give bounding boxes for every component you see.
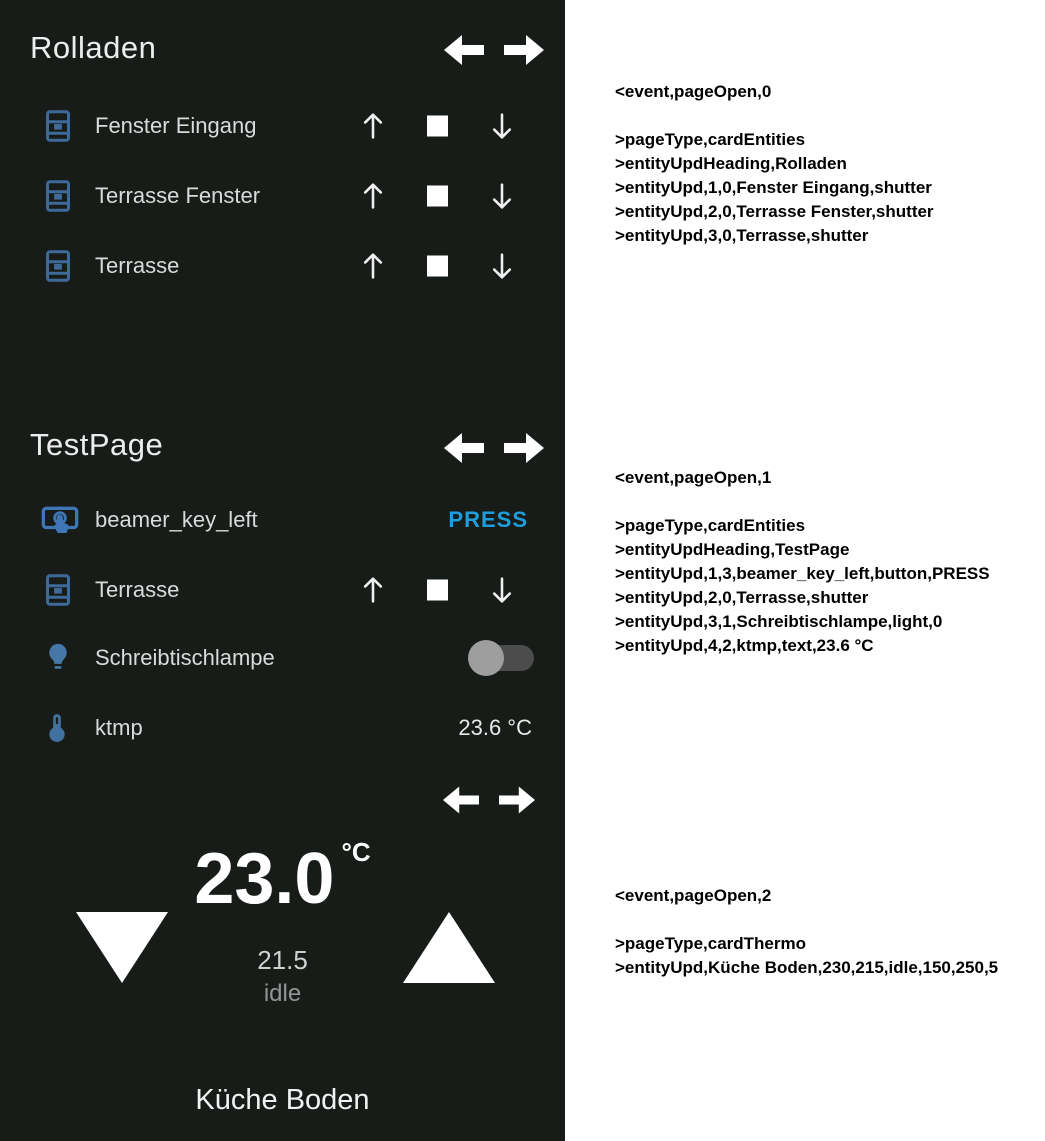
shutter-up-button[interactable] <box>356 249 390 283</box>
current-temperature-value: 23.0 <box>194 839 335 919</box>
page-title-testpage: TestPage <box>30 427 164 462</box>
protocol-line: >entityUpd,1,0,Fenster Eingang,shutter <box>615 178 932 197</box>
protocol-line: >entityUpd,2,0,Terrasse,shutter <box>615 588 869 607</box>
thermometer-icon <box>40 711 74 745</box>
shutter-down-button[interactable] <box>485 573 519 607</box>
shutter-down-button[interactable] <box>485 249 519 283</box>
entity-row <box>0 623 565 693</box>
lightbulb-icon <box>40 640 76 676</box>
shutter-stop-button[interactable] <box>427 256 448 277</box>
protocol-line: >pageType,cardThermo <box>615 934 806 953</box>
protocol-line: >entityUpd,2,0,Terrasse Fenster,shutter <box>615 202 934 221</box>
entity-label: ktmp <box>95 715 143 740</box>
entity-row <box>0 693 565 763</box>
target-temperature: 21.5 <box>257 945 308 975</box>
entity-row <box>0 231 565 301</box>
protocol-line: >entityUpd,4,2,ktmp,text,23.6 °C <box>615 636 874 655</box>
protocol-line: >entityUpd,1,3,beamer_key_left,button,PRESS <box>615 564 990 583</box>
shutter-stop-button[interactable] <box>427 186 448 207</box>
entity-label: Terrasse Fenster <box>95 183 261 208</box>
light-toggle-off[interactable] <box>468 639 534 677</box>
shutter-down-button[interactable] <box>485 179 519 213</box>
nav-next-icon[interactable] <box>504 35 544 65</box>
thermostat-state: idle <box>263 980 302 1007</box>
shutter-icon <box>40 178 76 214</box>
nav-prev-icon[interactable] <box>444 433 484 463</box>
protocol-line: >pageType,cardEntities <box>615 516 806 535</box>
protocol-line: >entityUpd,Küche Boden,230,215,idle,150,250,5 <box>615 958 999 977</box>
toggle-knob <box>468 640 504 676</box>
current-temperature <box>0 837 565 919</box>
protocol-line <box>615 908 1040 932</box>
entity-label: beamer_key_left <box>95 507 258 532</box>
shutter-down-button[interactable] <box>485 109 519 143</box>
protocol-line: <event,pageOpen,2 <box>615 886 772 905</box>
page-nav <box>444 35 544 65</box>
shutter-stop-button[interactable] <box>427 116 448 137</box>
shutter-icon <box>40 248 76 284</box>
protocol-block-page1 <box>615 466 1040 658</box>
page-title-rolladen: Rolladen <box>30 30 157 65</box>
protocol-line: >pageType,cardEntities <box>615 130 806 149</box>
shutter-up-button[interactable] <box>356 179 390 213</box>
page-nav <box>443 786 535 814</box>
entity-label: Fenster Eingang <box>95 113 257 138</box>
shutter-stop-button[interactable] <box>427 580 448 601</box>
protocol-block-page0 <box>615 80 1040 248</box>
nav-prev-icon[interactable] <box>444 35 484 65</box>
entity-row <box>0 91 565 161</box>
nav-prev-icon[interactable] <box>443 786 479 814</box>
shutter-icon <box>40 108 76 144</box>
entity-row <box>0 555 565 625</box>
protocol-line: >entityUpd,3,0,Terrasse,shutter <box>615 226 869 245</box>
nav-next-icon[interactable] <box>499 786 535 814</box>
entity-label: Terrasse <box>95 253 180 278</box>
text-entity-value: 23.6 °C <box>458 715 532 740</box>
entity-label: Terrasse <box>95 577 180 602</box>
entity-row <box>0 485 565 555</box>
protocol-line <box>615 104 1040 128</box>
entity-label: Schreibtischlampe <box>95 645 275 670</box>
nav-next-icon[interactable] <box>504 433 544 463</box>
entity-row <box>0 161 565 231</box>
protocol-line: >entityUpdHeading,TestPage <box>615 540 850 559</box>
protocol-block-page2 <box>615 884 1040 980</box>
shutter-up-button[interactable] <box>356 573 390 607</box>
protocol-line: >entityUpdHeading,Rolladen <box>615 154 847 173</box>
touch-button-icon <box>40 502 80 539</box>
temperature-unit: °C <box>341 837 371 867</box>
page-nav <box>444 433 544 463</box>
shutter-icon <box>40 572 76 608</box>
thermostat-title: Küche Boden <box>195 1084 370 1116</box>
protocol-line: >entityUpd,3,1,Schreibtischlampe,light,0 <box>615 612 943 631</box>
press-button[interactable]: PRESS <box>448 507 528 532</box>
protocol-line <box>615 490 1040 514</box>
protocol-line: <event,pageOpen,0 <box>615 82 772 101</box>
shutter-up-button[interactable] <box>356 109 390 143</box>
protocol-line: <event,pageOpen,1 <box>615 468 772 487</box>
